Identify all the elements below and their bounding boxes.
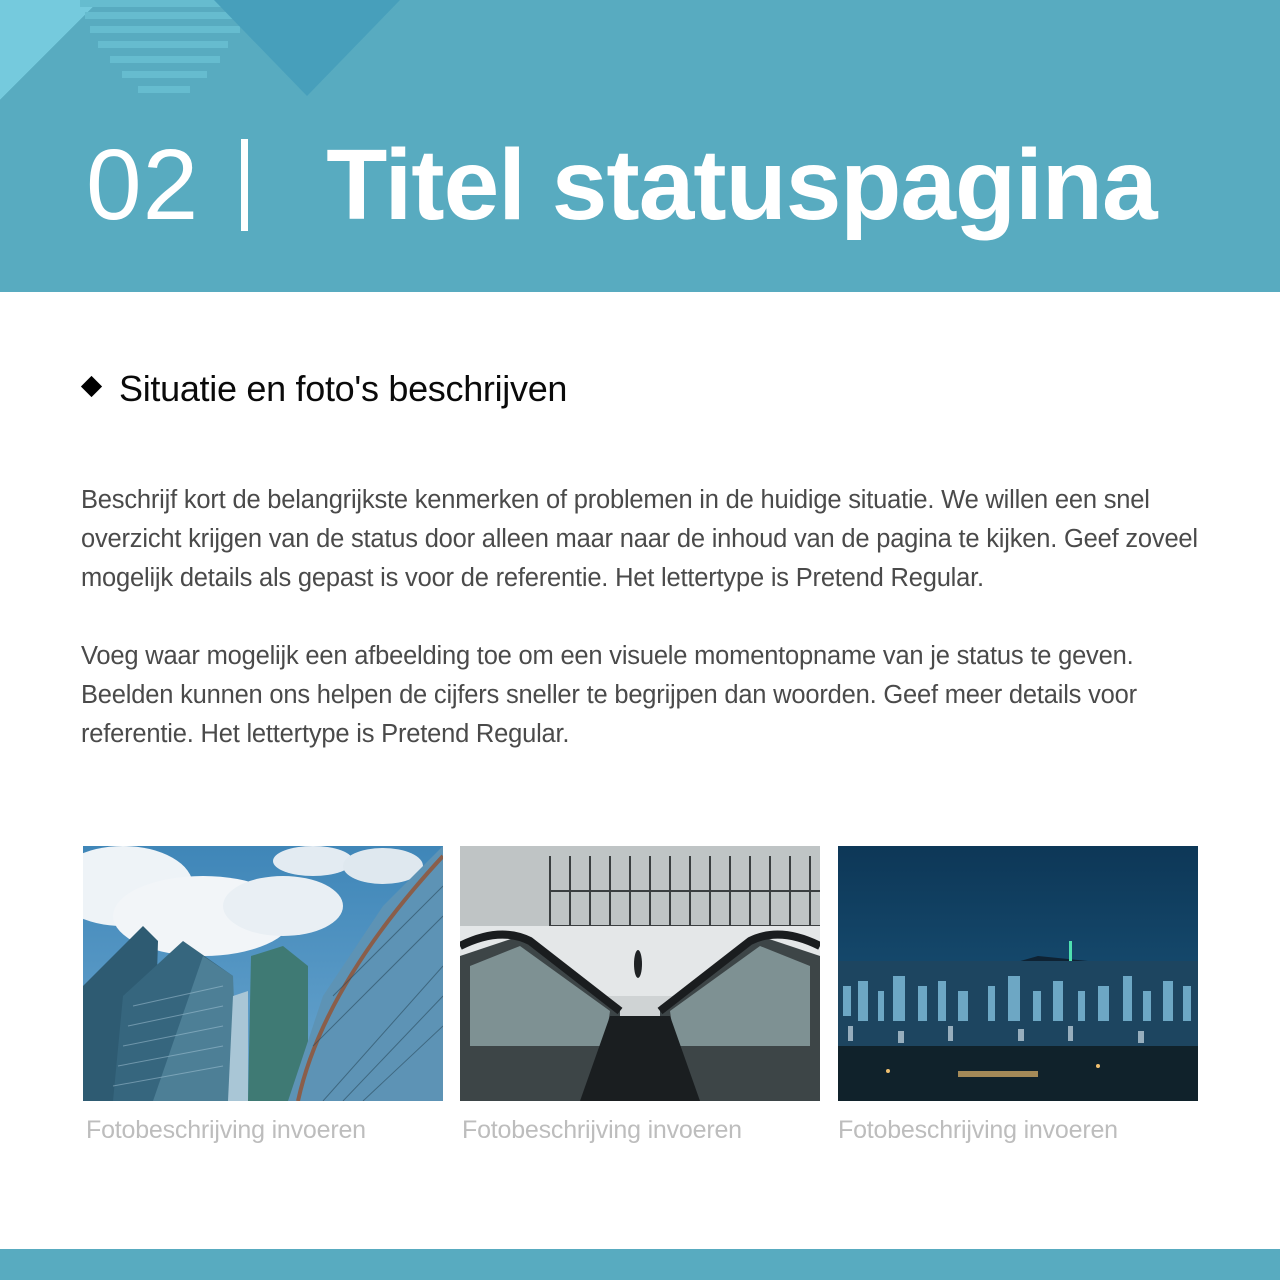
photo-caption-3[interactable]: Fotobeschrijving invoeren [838,1116,1118,1144]
footer-bar [0,1249,1280,1280]
escalator-image [460,846,820,1101]
title-text: Titel statuspagina [326,129,1157,241]
description-paragraph-2: Voeg waar mogelijk een afbeelding toe om een visuele momentopname van je status te geven. Beelden kunnen ons helpen de cijfers sneller te begrijpen dan woorden. Geef meer details voor referentie. Het lettertype is Pretend Regular. [81,642,1137,748]
photo-caption-2[interactable]: Fotobeschrijving invoeren [462,1116,742,1144]
photo-caption-1[interactable]: Fotobeschrijving invoeren [86,1116,366,1144]
night-city-image [838,846,1198,1101]
section-number: 02 [86,129,200,241]
diamond-icon [81,375,102,396]
skyscrapers-image [83,846,443,1101]
header-banner [0,0,1280,292]
section-heading [84,368,567,410]
photo-night-city[interactable] [838,846,1198,1101]
section-heading-text: Situatie en foto's beschrijven [119,368,568,409]
description-paragraph-1: Beschrijf kort de belangrijkste kenmerken of problemen in de huidige situatie. We willen een snel overzicht krijgen van de status door alleen maar naar de inhoud van de pagina te kijken. Geef zoveel mogelijk details als gepast is voor de referentie. Het lettertype is Pretend Regular. [81,486,1198,592]
photo-escalator[interactable] [460,846,820,1101]
photo-skyscrapers[interactable] [83,846,443,1101]
page-title [86,130,1157,240]
title-divider [241,139,248,231]
decorative-striped-triangle [80,0,250,100]
